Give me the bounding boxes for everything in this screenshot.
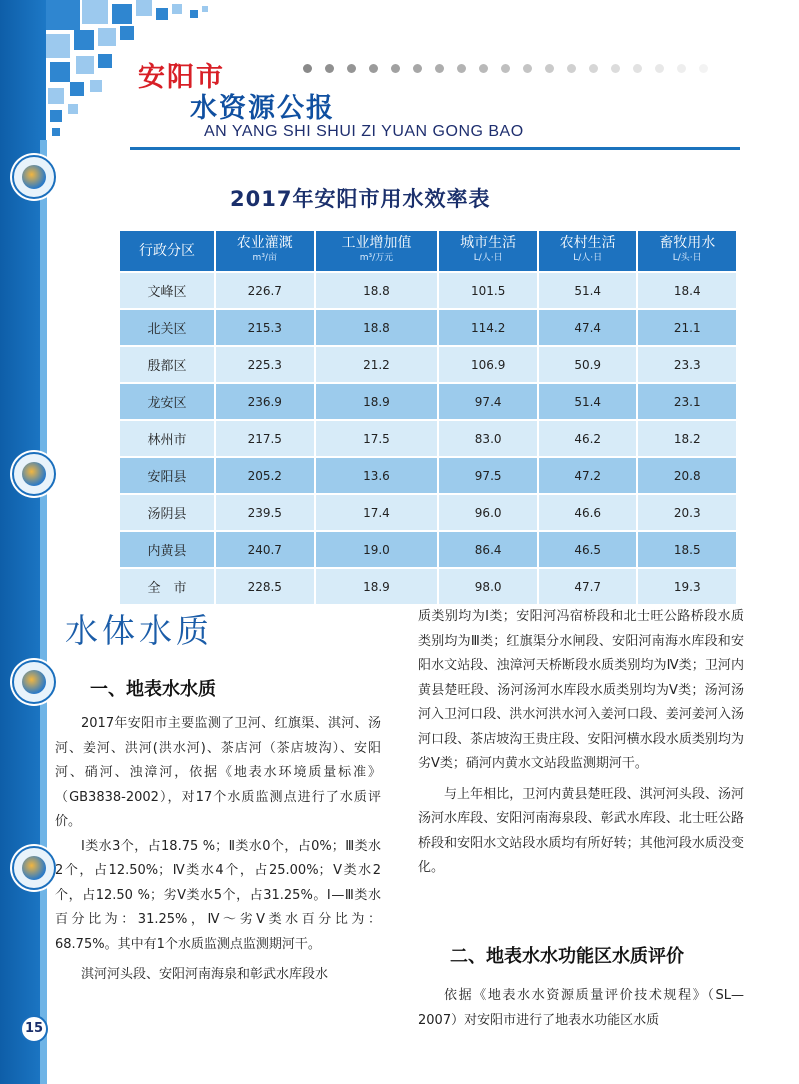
table-cell: 236.9 (216, 384, 314, 419)
left-column-text (55, 712, 381, 988)
report-title-name: 水资源公报 (190, 93, 335, 124)
table-cell: 50.9 (539, 347, 637, 382)
region-cell: 安阳县 (120, 458, 214, 493)
region-cell: 林州市 (120, 421, 214, 456)
table-cell: 226.7 (216, 273, 314, 308)
emblem-icon (12, 846, 56, 890)
paragraph: 质类别均为Ⅰ类；安阳河冯宿桥段和北士旺公路桥段水质类别均为Ⅲ类；红旗渠分水闸段、安阳河南海水库段和安阳水文站段、浊漳河天桥断段水质类别均为Ⅳ类；卫河内黄县楚旺段、汤河汤河水库段水质类别均为Ⅴ类；汤河汤河入卫河口段、洪水河洪水河入姜河口段、姜河姜河入汤河口段、茶店坡沟王贵庄段、安阳河横水段水质类别均为劣Ⅴ类；硝河内黄水文站段监测期河干。 (418, 609, 744, 771)
emblem-icon (12, 660, 56, 704)
column-header: 农业灌溉 m³/亩 (216, 231, 314, 271)
table-row (120, 384, 736, 419)
table-row (120, 310, 736, 345)
table-cell: 97.4 (439, 384, 537, 419)
table-cell: 51.4 (539, 273, 637, 308)
table-title: 2017年安阳市用水效率表 (230, 187, 491, 211)
region-cell: 内黄县 (120, 532, 214, 567)
section-title: 水体水质 (65, 611, 213, 650)
water-efficiency-table (118, 229, 738, 606)
table-row (120, 273, 736, 308)
subsection-heading: 一、地表水水质 (90, 679, 216, 700)
table-cell: 46.2 (539, 421, 637, 456)
table-row (120, 532, 736, 567)
table-cell: 217.5 (216, 421, 314, 456)
table-cell: 19.3 (638, 569, 736, 604)
table-cell: 18.8 (316, 273, 438, 308)
table-header-row (120, 231, 736, 271)
table-row-total (120, 569, 736, 604)
table-cell: 96.0 (439, 495, 537, 530)
table-cell: 18.8 (316, 310, 438, 345)
table-cell: 23.1 (638, 384, 736, 419)
table-cell: 106.9 (439, 347, 537, 382)
table-cell: 18.9 (316, 384, 438, 419)
table-cell: 18.2 (638, 421, 736, 456)
table-cell: 47.2 (539, 458, 637, 493)
emblem-icon (12, 155, 56, 199)
table-row (120, 421, 736, 456)
table-cell: 51.4 (539, 384, 637, 419)
table-cell: 225.3 (216, 347, 314, 382)
right-column-text (418, 605, 744, 881)
table-cell: 101.5 (439, 273, 537, 308)
header-rule (130, 147, 740, 150)
sidebar-strip (40, 140, 47, 1084)
column-header: 农村生活 L/人·日 (539, 231, 637, 271)
table-cell: 240.7 (216, 532, 314, 567)
table-cell: 114.2 (439, 310, 537, 345)
table-cell: 17.4 (316, 495, 438, 530)
table-cell: 17.5 (316, 421, 438, 456)
table-cell: 21.1 (638, 310, 736, 345)
region-cell: 龙安区 (120, 384, 214, 419)
table-cell: 20.3 (638, 495, 736, 530)
paragraph: 淇河河头段、安阳河南海泉和彰武水库段水 (81, 967, 329, 982)
table-row (120, 347, 736, 382)
table-cell: 83.0 (439, 421, 537, 456)
table-cell: 18.4 (638, 273, 736, 308)
paragraph: 与上年相比，卫河内黄县楚旺段、淇河河头段、汤河汤河水库段、安阳河南海泉段、彰武水库段、北士旺公路桥段和安阳水文站段水质均有所好转；其他河段水质没变化。 (418, 786, 744, 875)
paragraph: 依据《地表水水资源质量评价技术规程》（SL—2007）对安阳市进行了地表水功能区水质 (418, 988, 744, 1028)
table-cell: 18.9 (316, 569, 438, 604)
table-cell: 215.3 (216, 310, 314, 345)
table-cell: 46.6 (539, 495, 637, 530)
region-cell: 殷都区 (120, 347, 214, 382)
table-cell: 228.5 (216, 569, 314, 604)
table-cell: 46.5 (539, 532, 637, 567)
table-cell: 239.5 (216, 495, 314, 530)
table-cell: 21.2 (316, 347, 438, 382)
column-header: 城市生活 L/人·日 (439, 231, 537, 271)
report-title-pinyin: AN YANG SHI SHUI ZI YUAN GONG BAO (204, 123, 524, 140)
emblem-icon (12, 452, 56, 496)
table-cell: 20.8 (638, 458, 736, 493)
table-row (120, 495, 736, 530)
region-cell: 汤阴县 (120, 495, 214, 530)
region-cell: 文峰区 (120, 273, 214, 308)
table-cell: 13.6 (316, 458, 438, 493)
paragraph: 2017年安阳市主要监测了卫河、红旗渠、淇河、汤河、姜河、洪河(洪水河)、茶店河（茶店坡沟）、安阳河、硝河、浊漳河，依据《地表水环境质量标准》（GB3838-2002），对17个水质监测点进行了水质评价。 (55, 716, 381, 829)
region-cell: 全 市 (120, 569, 214, 604)
table-cell: 98.0 (439, 569, 537, 604)
region-cell: 北关区 (120, 310, 214, 345)
right-column-text-continued (418, 984, 744, 1033)
table-cell: 97.5 (439, 458, 537, 493)
page-number: 15 (20, 1015, 48, 1043)
table-cell: 47.4 (539, 310, 637, 345)
report-title-city: 安阳市 (138, 62, 225, 93)
column-header: 畜牧用水 L/头·日 (638, 231, 736, 271)
table-cell: 18.5 (638, 532, 736, 567)
table-cell: 205.2 (216, 458, 314, 493)
table-cell: 23.3 (638, 347, 736, 382)
column-header: 行政分区 (120, 231, 214, 271)
table-cell: 86.4 (439, 532, 537, 567)
table-cell: 19.0 (316, 532, 438, 567)
table-cell: 47.7 (539, 569, 637, 604)
column-header: 工业增加值 m³/万元 (316, 231, 438, 271)
subsection-heading: 二、地表水水功能区水质评价 (450, 946, 684, 967)
table-row (120, 458, 736, 493)
paragraph: Ⅰ类水3个，占18.75 %；Ⅱ类水0个，占0%；Ⅲ类水2个，占12.50%；Ⅳ类水4个，占25.00%；Ⅴ类水2个，占12.50 %；劣Ⅴ类水5个，占31.25%。Ⅰ—Ⅲ类水百分比为：31.25%，Ⅳ～劣Ⅴ类水百分比为：68.75%。其中有1个水质监测点监测期河干。 (55, 838, 381, 952)
